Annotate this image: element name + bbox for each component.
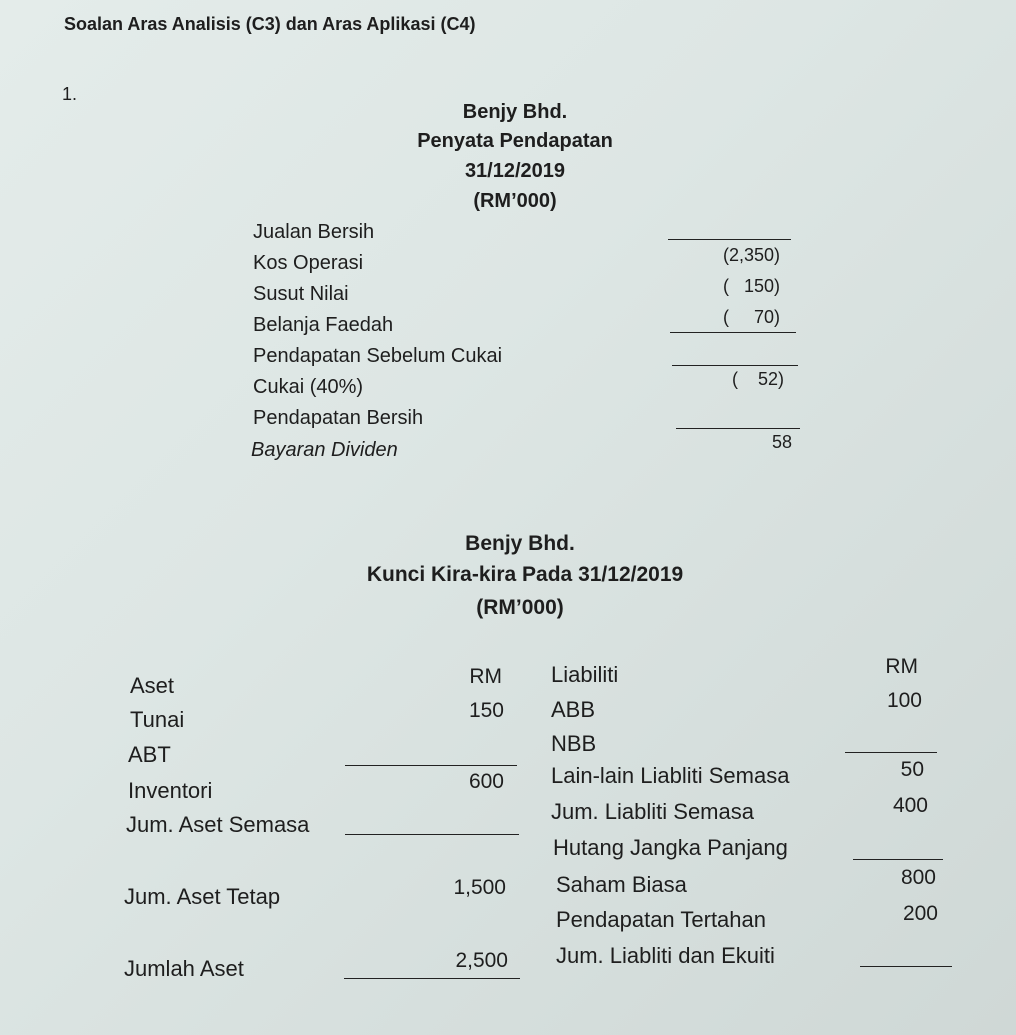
asset-rule-abt: [345, 765, 517, 766]
income-label-kos-operasi: Kos Operasi: [253, 252, 364, 274]
income-value-susut-nilai: ( 150): [722, 276, 780, 296]
income-value-bayaran-dividen: 58: [771, 432, 792, 452]
liability-value-saham-biasa: 800: [900, 866, 936, 889]
asset-label-abt: ABT: [128, 742, 171, 767]
liability-value-lain-lain: 50: [900, 758, 924, 781]
income-value-kos-operasi: (2,350): [722, 245, 780, 265]
income-label-susut-nilai: Susut Nilai: [253, 283, 349, 305]
liability-value-jum-liabliti-semasa: 400: [892, 794, 928, 817]
asset-label-jum-aset-semasa: Jum. Aset Semasa: [126, 812, 310, 837]
income-rule-pendapatan-sebelum-cukai: [672, 365, 798, 366]
income-value-cukai: ( 52): [731, 369, 784, 389]
income-rule-pendapatan-bersih: [676, 428, 800, 429]
liability-value-pendapatan-tertahan: 200: [902, 902, 938, 925]
income-label-pendapatan-sebelum-cukai: Pendapatan Sebelum Cukai: [253, 345, 503, 367]
liabilities-currency: RM: [885, 655, 918, 678]
liability-label-nbb: NBB: [551, 731, 597, 756]
liability-rule-jum-liabliti-ekuiti: [860, 966, 952, 967]
income-label-belanja-faedah: Belanja Faedah: [253, 314, 394, 336]
income-label-jualan-bersih: Jualan Bersih: [253, 221, 375, 243]
income-label-bayaran-dividen: Bayaran Dividen: [251, 439, 398, 461]
income-rule-faedah: [670, 332, 796, 333]
income-rule-jualan: [668, 239, 791, 240]
liability-label-abb: ABB: [551, 697, 596, 722]
asset-label-jum-aset-tetap: Jum. Aset Tetap: [124, 884, 281, 909]
asset-rule-jumlah-aset: [344, 978, 520, 979]
assets-header: Aset: [130, 673, 175, 698]
income-company-name: Benjy Bhd.: [462, 101, 568, 123]
asset-value-jumlah-aset: 2,500: [455, 949, 508, 972]
liability-label-hutang-jangka-panjang: Hutang Jangka Panjang: [553, 835, 788, 860]
liability-rule-nbb: [845, 752, 937, 753]
liability-label-pendapatan-tertahan: Pendapatan Tertahan: [556, 907, 766, 932]
income-statement-title: Penyata Pendapatan: [417, 130, 613, 152]
income-value-belanja-faedah: ( 70): [722, 307, 780, 327]
balance-sheet-title: Kunci Kira-kira Pada 31/12/2019: [366, 563, 684, 586]
liability-label-jum-liabliti-ekuiti: Jum. Liabliti dan Ekuiti: [556, 943, 775, 968]
asset-label-jumlah-aset: Jumlah Aset: [124, 956, 244, 981]
income-statement-date: 31/12/2019: [464, 160, 566, 182]
income-label-cukai: Cukai (40%): [253, 376, 364, 398]
income-statement-unit: (RM’000): [473, 190, 557, 212]
income-label-pendapatan-bersih: Pendapatan Bersih: [253, 407, 424, 429]
question-number: 1.: [62, 84, 78, 104]
asset-label-inventori: Inventori: [128, 778, 213, 803]
asset-value-inventori: 600: [468, 770, 504, 793]
asset-label-tunai: Tunai: [130, 707, 185, 732]
liability-label-lain-lain: Lain-lain Liabliti Semasa: [551, 763, 790, 788]
liability-label-saham-biasa: Saham Biasa: [556, 872, 687, 897]
balance-sheet-unit: (RM’000): [476, 596, 564, 619]
liability-rule-hutang: [853, 859, 943, 860]
page-heading: Soalan Aras Analisis (C3) dan Aras Aplikasi (C4): [64, 14, 476, 34]
asset-value-jum-aset-tetap: 1,500: [453, 876, 506, 899]
liability-value-abb: 100: [886, 689, 922, 712]
liabilities-header: Liabiliti: [551, 662, 619, 687]
asset-rule-jum-aset-semasa: [345, 834, 519, 835]
balance-company-name: Benjy Bhd.: [465, 532, 575, 555]
assets-currency: RM: [469, 665, 502, 688]
liability-label-jum-liabliti-semasa: Jum. Liabliti Semasa: [551, 799, 754, 824]
asset-value-tunai: 150: [468, 699, 504, 722]
